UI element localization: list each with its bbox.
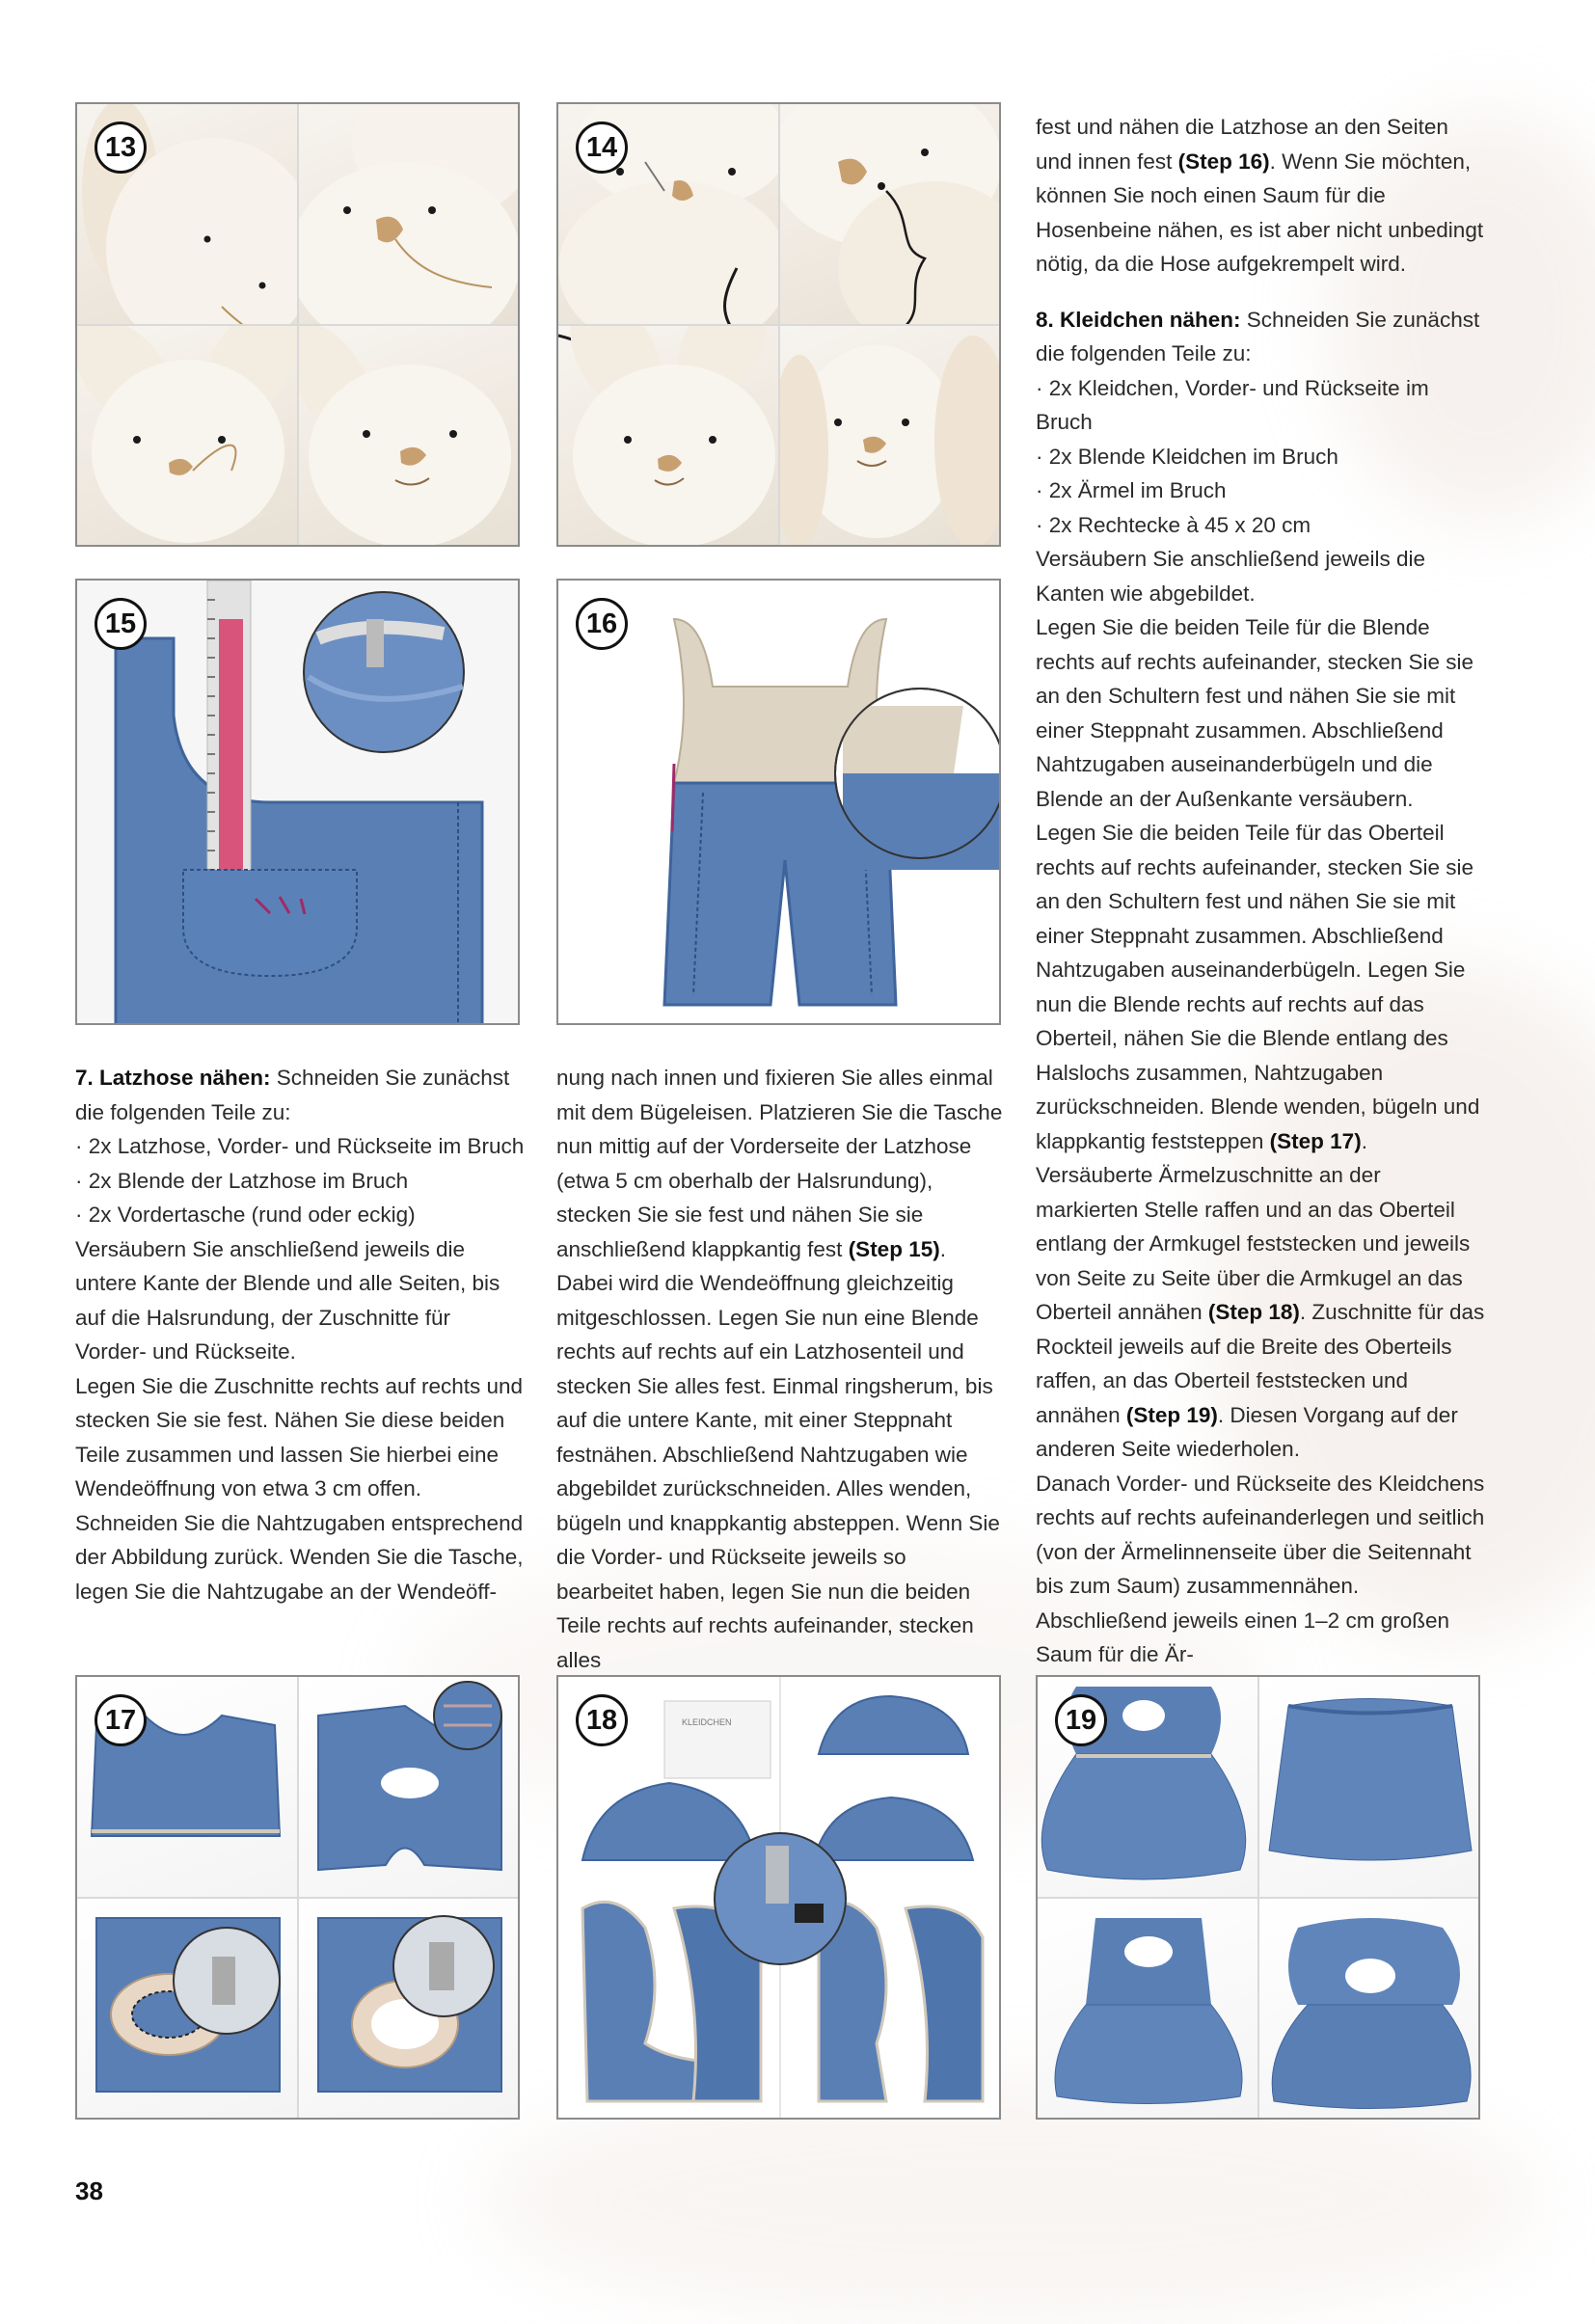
paragraph: . Wenn Sie möchten, können Sie noch einen Saum für die Hosenbeine nähen, es ist aber nicht unbedingt nötig, da die Hose aufgekrempelt wird. [1036, 149, 1484, 276]
step-13-photo [75, 102, 520, 547]
paragraph: Schneiden Sie zunächst die folgenden Teile zu: [75, 1066, 510, 1124]
step-reference: (Step 19) [1125, 1402, 1218, 1427]
paragraph: Legen Sie die beiden Teile für das Oberteil rechts auf rechts aufeinander, stecken Sie sie an den Schultern fest und nähen Sie sie mit einer Steppnaht zusammen. Abschließend Nahtzugaben auseinanderbügeln. Legen Sie nun die Blende rechts auf rechts auf das Oberteil, nähen Sie die Blende entlang des Halslochs zusammen, Nahtzugaben zurückschneiden. Blende wenden, bügeln und klappkantig feststeppen [1036, 821, 1480, 1153]
list-item: · 2x Kleidchen, Vorder- und Rückseite im Bruch [1036, 375, 1429, 434]
step-18-photo [556, 1675, 1001, 2120]
text-column-2 [556, 1061, 1008, 1677]
step-16-photo [556, 579, 1001, 1025]
list-item: · 2x Vordertasche (rund oder eckig) [75, 1203, 416, 1227]
paragraph: . Diesen Vorgang auf der anderen Seite wiederholen. [1036, 1402, 1458, 1461]
list-item: · 2x Blende der Latzhose im Bruch [75, 1168, 409, 1193]
page-number: 38 [75, 2176, 103, 2205]
step-badge-17: 17 [95, 1694, 147, 1746]
step-19-photo [1036, 1675, 1480, 2120]
paragraph: nung nach innen und fixieren Sie alles einmal mit dem Bügeleisen. Platzieren Sie die Tasche nun mittig auf der Vorderseite der Latzhose (etwa 5 cm oberhalb der Halsrundung), stecken Sie sie fest und nähen Sie sie anschließend klappkantig fest [556, 1066, 1003, 1261]
step-badge-15: 15 [95, 598, 147, 650]
paragraph: Versäubern Sie anschließend jeweils die untere Kante der Blende und alle Seiten, bis auf die Halsrundung, der Zuschnitte für Vorder- und Rückseite. [75, 1236, 500, 1364]
step-badge-13: 13 [95, 122, 147, 174]
paragraph: Danach Vorder- und Rückseite des Kleidchens rechts auf rechts aufeinanderlegen und seitlich (von der Ärmelinnenseite über die Seitennaht bis zum Saum) zusammennähen. Abschließend jeweils einen 1–2 cm großen Saum für die Är- [1036, 1471, 1485, 1666]
list-item: · 2x Ärmel im Bruch [1036, 478, 1227, 502]
paragraph: fest und nähen die Latzhose an den Seiten und innen fest [1036, 115, 1448, 174]
step-15-photo [75, 579, 520, 1025]
section-heading-latzhose: 7. Latzhose nähen: [75, 1066, 271, 1090]
step-reference: (Step 16) [1177, 149, 1270, 174]
pattern-card-label: KLEIDCHEN [682, 1717, 732, 1727]
step-badge-16: 16 [576, 598, 628, 650]
paragraph: . [1361, 1128, 1367, 1153]
step-17-photo [75, 1675, 520, 2120]
list-item: · 2x Rechtecke à 45 x 20 cm [1036, 512, 1311, 537]
step-14-photo [556, 102, 1001, 547]
step-reference: (Step 18) [1207, 1300, 1300, 1324]
list-item: · 2x Blende Kleidchen im Bruch [1036, 444, 1338, 469]
paragraph: Versäuberte Ärmelzuschnitte an der markierten Stelle raffen und an das Oberteil entlang der Armkugel feststecken und jeweils von Seite zu Seite über die Armkugel an das Oberteil annähen [1036, 1163, 1471, 1324]
section-heading-kleidchen: 8. Kleidchen nähen: [1036, 307, 1241, 332]
step-reference: (Step 17) [1269, 1128, 1362, 1153]
step-badge-14: 14 [576, 122, 628, 174]
paragraph: Legen Sie die beiden Teile für die Blende rechts auf rechts aufeinander, stecken Sie sie an den Schultern fest und nähen Sie sie mit einer Steppnaht zusammen. Abschließend Nahtzugaben auseinanderbügeln und die Blende an der Außenkante versäubern. [1036, 615, 1474, 811]
paragraph: . Zuschnitte für das Rockteil jeweils auf die Breite des Oberteils raffen, an das Oberteil feststecken und annähen [1036, 1300, 1485, 1427]
text-column-3 [1036, 110, 1487, 1672]
step-reference: (Step 15) [848, 1236, 940, 1261]
paragraph: . Dabei wird die Wendeöffnung gleichzeitig mitgeschlossen. Legen Sie nun eine Blende rechts auf rechts auf ein Latzhosenteil und stecken Sie alles fest. Einmal ringsherum, bis auf die untere Kante, mit einer Steppnaht festnähen. Abschließend Nahtzugaben wie abgebildet zurückschneiden. Alles wenden, bügeln und knappkantig absteppen. Wenn Sie die Vorder- und Rückseite jeweils so bearbeitet haben, legen Sie nun die beiden Teile rechts auf rechts aufeinander, stecken alles [556, 1236, 1000, 1672]
paragraph: Schneiden Sie zunächst die folgenden Teile zu: [1036, 307, 1480, 365]
step-badge-18: 18 [576, 1694, 628, 1746]
paragraph: Legen Sie die Zuschnitte rechts auf rechts und stecken Sie sie fest. Nähen Sie diese beiden Teile zusammen und lassen Sie hierbei eine Wendeöffnung von etwa 3 cm offen. Schneiden Sie die Nahtzugaben entsprechend der Abbildung zurück. Wenden Sie die Tasche, legen Sie die Nahtzugabe an der Wendeöff- [75, 1373, 524, 1604]
step-badge-19: 19 [1055, 1694, 1107, 1746]
list-item: · 2x Latzhose, Vorder- und Rückseite im Bruch [75, 1134, 525, 1158]
paragraph: Versäubern Sie anschließend jeweils die Kanten wie abgebildet. [1036, 547, 1425, 606]
text-column-1 [75, 1061, 527, 1608]
